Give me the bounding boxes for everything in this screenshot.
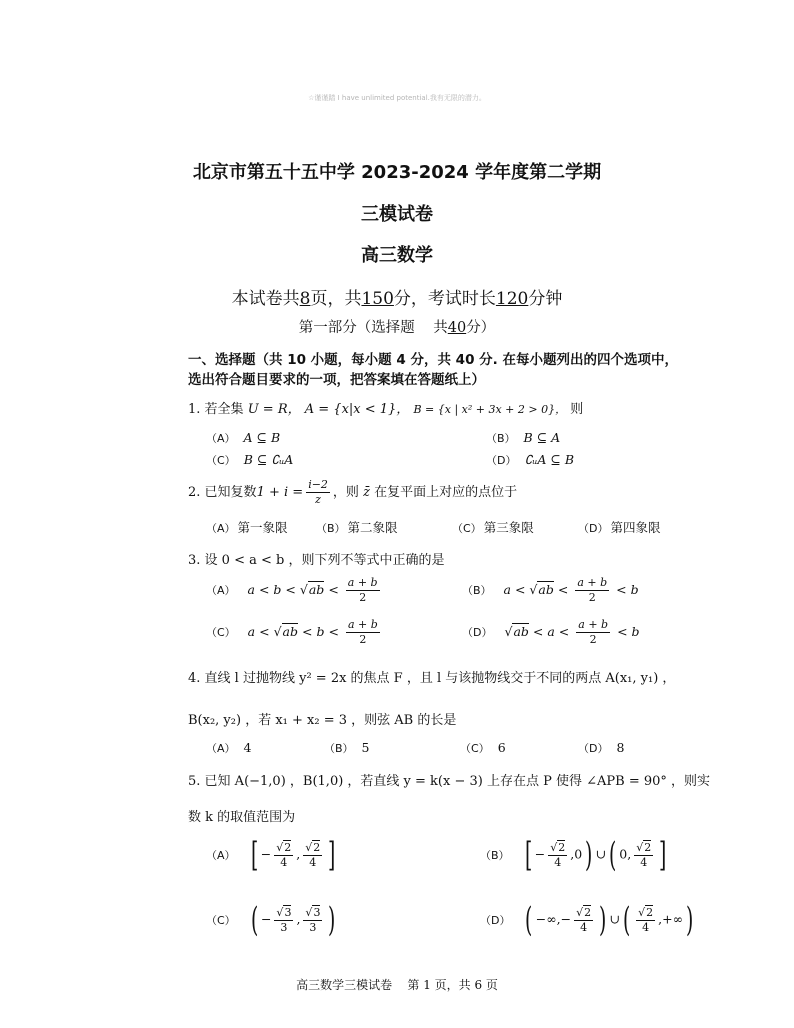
math: <	[259, 624, 270, 639]
page-footer	[0, 976, 794, 993]
math: <	[328, 624, 339, 639]
info-text: 页，共	[310, 289, 362, 309]
q4-option-b	[324, 740, 370, 756]
frac-numerator: a + b	[347, 576, 378, 589]
question-3-stem	[188, 549, 444, 568]
math: ,	[296, 846, 301, 862]
option-label: （C）	[206, 626, 236, 639]
bracket: (	[622, 900, 631, 940]
option-label: （A）	[206, 848, 236, 862]
math: a	[503, 582, 511, 597]
bracket: (	[250, 900, 258, 940]
option-label: （A）	[206, 432, 236, 445]
section-instruction-1: 一、选择题（共 10 小题，每小题 4 分，共 40 分. 在每小题列出的四个选项中，	[188, 352, 678, 368]
q-text: 若全集	[204, 402, 244, 417]
math: ∪	[609, 911, 620, 927]
frac-denominator: 3	[280, 920, 288, 934]
q1-option-c	[206, 452, 293, 468]
exam-info	[0, 284, 794, 309]
option-label: （A）	[206, 522, 236, 535]
math: b	[273, 582, 282, 597]
footer-text: 高三数学三模试卷	[296, 978, 393, 992]
q2-option-b	[316, 518, 398, 536]
math: <	[514, 582, 526, 597]
bracket: )	[585, 835, 593, 875]
bracket: )	[328, 900, 336, 940]
option-label: （B）	[462, 584, 492, 597]
q-number: 2.	[188, 485, 201, 500]
sqrt: ab	[308, 582, 325, 597]
footer-page-number: 第 1 页，共 6 页	[407, 978, 498, 992]
math: <	[616, 582, 627, 597]
option-label: （C）	[452, 522, 482, 535]
part-text: 第一部分（选择题	[298, 320, 415, 336]
frac-denominator: z	[315, 493, 321, 506]
exam-title: 三模试卷	[361, 204, 433, 225]
q2-option-c	[452, 518, 534, 536]
fraction	[575, 576, 609, 605]
sqrt: 2	[644, 840, 652, 854]
math: b	[316, 624, 325, 639]
option-text: 第一象限	[237, 520, 288, 535]
option-label: （D）	[486, 454, 517, 467]
q4-option-d	[578, 740, 624, 756]
info-text: 本试卷共	[231, 289, 300, 309]
math: ,	[556, 911, 561, 927]
math: <	[258, 582, 270, 597]
part-heading	[0, 316, 794, 337]
q-number: 5.	[188, 774, 201, 789]
part-text: 分）	[466, 320, 496, 336]
math: b	[630, 582, 639, 597]
fraction	[346, 618, 380, 647]
sqrt: ab	[513, 624, 529, 639]
sqrt: 2	[284, 840, 292, 854]
q3-option-c: （C） a < √ab < b < $\frac{a + b}{2}$	[206, 618, 378, 646]
option-text: A ⊆ B	[243, 430, 281, 445]
sqrt: 3	[313, 905, 321, 919]
q-text: 已知复数	[204, 485, 257, 500]
frac-numerator: i−2	[308, 478, 328, 491]
option-label: （A）	[206, 742, 236, 755]
section-instruction-2: 选出符合题目要求的一项，把答案填在答题纸上）	[188, 372, 485, 388]
math: <	[285, 582, 296, 597]
math: a	[247, 624, 256, 639]
option-label: （C）	[206, 913, 236, 927]
q1-option-a	[206, 430, 280, 446]
math: 0	[574, 846, 583, 862]
option-text: ∁ᵤA ⊆ B	[524, 452, 575, 467]
q1-option-d	[486, 452, 574, 468]
question-5-line-2	[188, 806, 295, 825]
fraction: $\frac{√2}{4}$	[305, 840, 321, 869]
option-text: B ⊆ A	[523, 430, 561, 445]
option-label: （B）	[324, 742, 354, 755]
q2-fraction	[306, 478, 330, 507]
fraction: $\frac{√2}{4}$	[638, 905, 654, 934]
q-text: 在复平面上对应的点位于	[374, 485, 518, 500]
watermark: ☆谨谨踏 I have unlimited potential.我有无限的潜力。	[308, 94, 486, 102]
option-text: 5	[361, 740, 370, 755]
option-label: （B）	[480, 848, 510, 862]
q-math: A = {x|x < 1}，	[304, 402, 410, 417]
math: −	[260, 846, 272, 862]
q-number: 4.	[188, 671, 201, 686]
fraction: $\frac{√2}{4}$	[576, 905, 592, 934]
q-text: 则	[570, 402, 584, 417]
info-text: 分，考试时长	[393, 289, 496, 309]
math: ,	[570, 846, 575, 862]
math: 0	[619, 846, 628, 862]
q1-option-b	[486, 430, 560, 446]
math: ,	[658, 911, 663, 927]
frac-denominator: 2	[359, 633, 367, 646]
option-text: 6	[497, 740, 506, 755]
sqrt: 2	[313, 840, 321, 854]
frac-denominator: 4	[580, 920, 588, 934]
option-label: （A）	[206, 584, 236, 597]
math: <	[302, 624, 313, 639]
math: a	[247, 582, 255, 597]
q4-option-a	[206, 740, 251, 756]
frac-numerator: a + b	[347, 618, 378, 631]
math: ∪	[595, 846, 606, 862]
school-title: 北京市第五十五中学 2023-2024 学年度第二学期	[192, 162, 602, 183]
sqrt: 3	[284, 905, 292, 919]
option-label: （D）	[480, 913, 511, 927]
q5-option-d	[480, 900, 696, 940]
q3-option-d: （D） √ab < a < $\frac{a + b}{2}$ < b	[462, 618, 640, 646]
q-math: 1 + i =	[256, 485, 304, 500]
math: <	[557, 582, 569, 597]
bracket: )	[599, 900, 607, 940]
fraction: $\frac{√2}{4}$	[276, 840, 292, 869]
frac-denominator: 4	[554, 855, 562, 869]
q-text: ，则	[332, 485, 359, 500]
math: ,	[627, 846, 632, 862]
option-label: （B）	[316, 522, 346, 535]
frac-denominator: 4	[640, 855, 648, 869]
sqrt: 2	[646, 905, 654, 919]
frac-denominator: 2	[588, 591, 596, 604]
bracket: )	[686, 900, 694, 940]
part-text: 共	[433, 320, 448, 336]
bracket: (	[608, 835, 617, 875]
bracket: ]	[659, 835, 667, 875]
option-label: （B）	[486, 432, 516, 445]
question-4-line-2	[188, 709, 456, 728]
q-number: 1.	[188, 402, 201, 417]
frac-denominator: 4	[642, 920, 650, 934]
math: <	[617, 624, 628, 639]
option-text: 第四象限	[610, 520, 661, 535]
q-math: B = {x | x² + 3x + 2 > 0}，	[413, 403, 567, 416]
fraction	[346, 576, 380, 605]
q-text: 数 k 的取值范围为	[188, 810, 296, 825]
q3-option-b: （B） a < √ab < $\frac{a + b}{2}$ < b	[462, 576, 639, 604]
frac-denominator: 2	[589, 633, 597, 646]
math: −	[535, 911, 547, 927]
math: +	[662, 911, 673, 927]
page-count: 8	[299, 289, 311, 309]
fraction: $\frac{√2}{4}$	[550, 840, 566, 869]
option-label: （D）	[462, 626, 493, 639]
bracket: [	[250, 835, 258, 875]
math: ∞	[672, 911, 684, 927]
q5-option-a	[206, 835, 339, 875]
option-text: 第二象限	[347, 520, 398, 535]
option-label: （C）	[460, 742, 490, 755]
math: ,	[296, 911, 301, 927]
q2-option-a	[206, 518, 288, 536]
math: −	[534, 846, 546, 862]
option-text: 第三象限	[483, 520, 534, 535]
info-text: 分钟	[528, 289, 563, 309]
frac-denominator: 4	[309, 855, 317, 869]
frac-denominator: 3	[309, 920, 317, 934]
fraction: $\frac{√2}{4}$	[636, 840, 652, 869]
subject-title: 高三数学	[361, 245, 433, 266]
q4-option-c	[460, 740, 506, 756]
q-text: 已知 A(−1,0) ，B(1,0) ，若直线 y = k(x − 3) 上存在点 P 使得 ∠APB = 90° ，则实	[204, 774, 711, 789]
math: <	[328, 582, 339, 597]
q-text: 直线 l 过抛物线 y² = 2x 的焦点 F ，且 l 与该抛物线交于不同的两点 A(x₁, y₁) ，	[204, 671, 676, 686]
exam-time: 120	[495, 289, 529, 309]
q-math: U = R，	[247, 402, 301, 417]
sqrt: 2	[584, 905, 592, 919]
option-text: 8	[616, 740, 625, 755]
frac-denominator: 4	[280, 855, 288, 869]
question-2-stem	[188, 478, 517, 507]
sqrt: 2	[558, 840, 566, 854]
frac-numerator: a + b	[578, 618, 609, 631]
q-text: B(x₂, y₂) ，若 x₁ + x₂ = 3 ，则弦 AB 的长是	[188, 713, 457, 728]
bracket: ]	[328, 835, 336, 875]
option-text: 4	[243, 740, 252, 755]
fraction	[576, 618, 610, 647]
option-label: （D）	[578, 742, 609, 755]
question-1-stem	[188, 398, 583, 417]
question-5-line-1	[188, 770, 710, 789]
q5-option-b	[480, 835, 669, 875]
question-4-line-1	[188, 667, 675, 686]
fraction: $\frac{√3}{3}$	[305, 905, 321, 934]
math: −	[560, 911, 572, 927]
q-text: 设 0 < a < b ，则下列不等式中正确的是	[204, 553, 445, 568]
frac-numerator: a + b	[577, 576, 608, 589]
q2-option-d	[578, 518, 661, 536]
bracket: [	[524, 835, 532, 875]
q3-option-a: （A） a < b < √ab < $\frac{a + b}{2}$	[206, 576, 378, 604]
option-text: B ⊆ ∁ᵤA	[243, 452, 294, 467]
bracket: (	[525, 900, 533, 940]
math: b	[631, 624, 640, 639]
math: −	[260, 911, 272, 927]
math: <	[532, 624, 544, 639]
math: <	[558, 624, 570, 639]
fraction: $\frac{√3}{3}$	[276, 905, 292, 934]
sqrt: ab	[282, 624, 299, 639]
math: a	[547, 624, 555, 639]
q-math: z̄	[363, 485, 370, 500]
math: ∞	[546, 911, 557, 927]
sqrt: ab	[538, 582, 554, 597]
option-label: （D）	[578, 522, 609, 535]
total-score: 150	[361, 289, 394, 309]
frac-denominator: 2	[359, 591, 367, 604]
q-number: 3.	[188, 553, 201, 568]
q5-option-c	[206, 900, 339, 940]
option-label: （C）	[206, 454, 236, 467]
part-score: 40	[447, 320, 467, 336]
